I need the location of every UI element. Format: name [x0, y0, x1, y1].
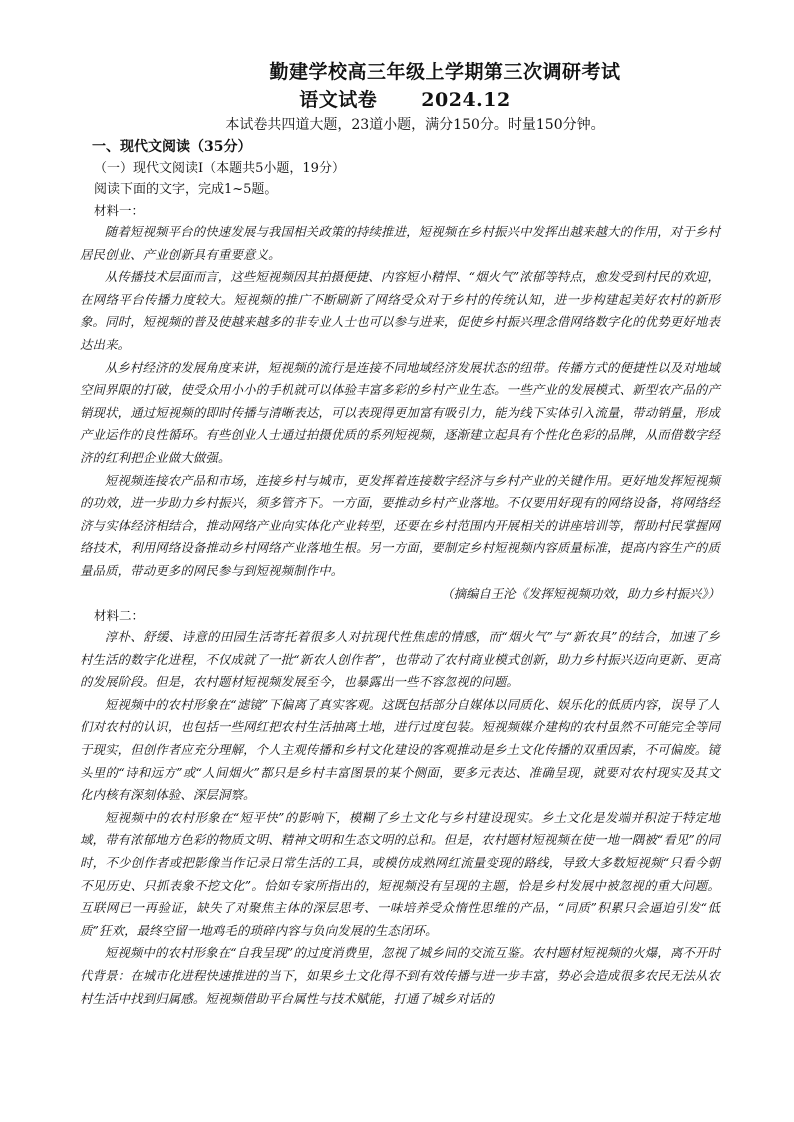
material-1-paragraph: 短视频连接农产品和市场，连接乡村与城市，更发挥着连接数字经济与乡村产业的关键作用。更好地发挥短视频的功效，进一步助力乡村振兴，须多管齐下。一方面，要推动乡村产业落地。不仅要用好现有的网络设备，将网络经济与实体经济相结合，推动网络产业向实体化产业转型，还要在乡村范围内开展相关的讲座培训等，帮助村民掌握网络技术，利用网络设备推动乡村网络产业落地生根。另一方面，要制定乡村短视频内容质量标准，提高内容生产的质量品质，带动更多的网民参与到短视频制作中。	[80, 472, 720, 578]
material-1-paragraph: 从乡村经济的发展角度来讲，短视频的流行是连接不同地域经济发展状态的纽带。传播方式的便捷性以及对地域空间界限的打破，使受众用小小的手机就可以体验丰富多彩的乡村产业生态。一些产业的发展模式、新型农产品的产销现状，通过短视频的即时传播与清晰表达，可以表现得更加富有吸引力，能为线下实体引入流量，带动销量，形成产业运作的良性循环。有些创业人士通过拍摄优质的系列短视频，逐渐建立起具有个性化色彩的品牌，从而借数字经济的红利把企业做大做强。	[80, 359, 720, 465]
exam-instructions: 本试卷共四道大题，23道小题，满分150分。时量150分钟。	[225, 117, 605, 133]
exam-date: 2024.12	[421, 89, 511, 111]
exam-title: 勤建学校高三年级上学期第三次调研考试	[269, 61, 621, 83]
material-1-label: 材料一：	[94, 203, 145, 218]
section-heading: 一、现代文阅读（35分）	[92, 139, 252, 155]
material-2-paragraph: 淳朴、舒缓、诗意的田园生活寄托着很多人对抗现代性焦虑的情感，而“烟火气”与“新农具”的结合，加速了乡村生活的数字化进程，不仅成就了一批“新农人创作者”，也带动了农村商业模式创新，助力乡村振兴迈向更新、更高的发展阶段。但是，农村题材短视频发展至今，也暴露出一些不容忽视的问题。	[80, 629, 720, 690]
reading-instruction: 阅读下面的文字，完成1~5题。	[94, 182, 278, 197]
material-1-paragraph: 随着短视频平台的快速发展与我国相关政策的持续推进，短视频在乡村振兴中发挥出越来越大的作用，对于乡村居民创业、产业创新具有重要意义。	[80, 224, 720, 262]
material-1-paragraph: 从传播技术层面而言，这些短视频因其拍摄便捷、内容短小精悍、“烟火气”浓郁等特点，愈发受到村民的欢迎，在网络平台传播力度较大。短视频的推广不断刷新了网络受众对于乡村的传统认知，进一步构建起美好农村的新形象。同时，短视频的普及使越来越多的非专业人士也可以参与进来，促使乡村振兴理念借网络数字化的优势更好地表达出来。	[80, 269, 720, 352]
material-2-paragraph: 短视频中的农村形象在“滤镜”下偏离了真实客观。这既包括部分自媒体以同质化、娱乐化的低质内容，误导了人们对农村的认识，也包括一些网红把农村生活抽离土地，进行过度包装。短视频媒介建构的农村虽然不可能完全等同于现实，但创作者应充分理解，个人主观传播和乡村文化建设的客观推动是乡土文化传播的双重因素，不可偏废。镜头里的“诗和远方”或“人间烟火”都只是乡村丰富图景的某个侧面，要多元表达、准确呈现，就要对农村现实及其文化内核有深刻体验、深层洞察。	[80, 696, 720, 803]
material-2-paragraph: 短视频中的农村形象在“自我呈现”的过度消费里，忽视了城乡间的交流互鉴。农村题材短视频的火爆，离不开时代背景：在城市化进程快速推进的当下，如果乡土文化得不到有效传播与进一步丰富，势必会造成很多农民无法从农村生活中找到归属感。短视频借助平台属性与技术赋能，打通了城乡对话的	[80, 945, 720, 1006]
material-2-label: 材料二：	[94, 608, 145, 624]
subsection-heading: （一）现代文阅读Ⅰ（本题共5小题，19分）	[94, 161, 345, 176]
exam-subject: 语文试卷	[299, 89, 378, 111]
material-2-paragraph: 短视频中的农村形象在“短平快”的影响下，模糊了乡土文化与乡村建设现实。乡土文化是发端并积淀于特定地域，带有浓郁地方色彩的物质文明、精神文明和生态文明的总和。但是，农村题材短视频在使一地一隅被“看见”的同时，不少创作者或把影像当作记录日常生活的工具，或模仿成熟网红流量变现的路线，导致大多数短视频“只看今朝不见历史、只抓表象不挖文化”。恰如专家所指出的，短视频没有呈现的主题，恰是乡村发展中被忽视的重大问题。互联网已一再验证，缺失了对聚焦主体的深层思考、一味培养受众惰性思维的产品，“同质”积累只会逼迫引发“低质”狂欢，最终空留一地鸡毛的琐碎内容与负向发展的生态闭环。	[80, 809, 720, 938]
material-1-source: （摘编自王沦《发挥短视频功效，助力乡村振兴》）	[441, 585, 720, 601]
exam-subject-line	[80, 86, 720, 114]
